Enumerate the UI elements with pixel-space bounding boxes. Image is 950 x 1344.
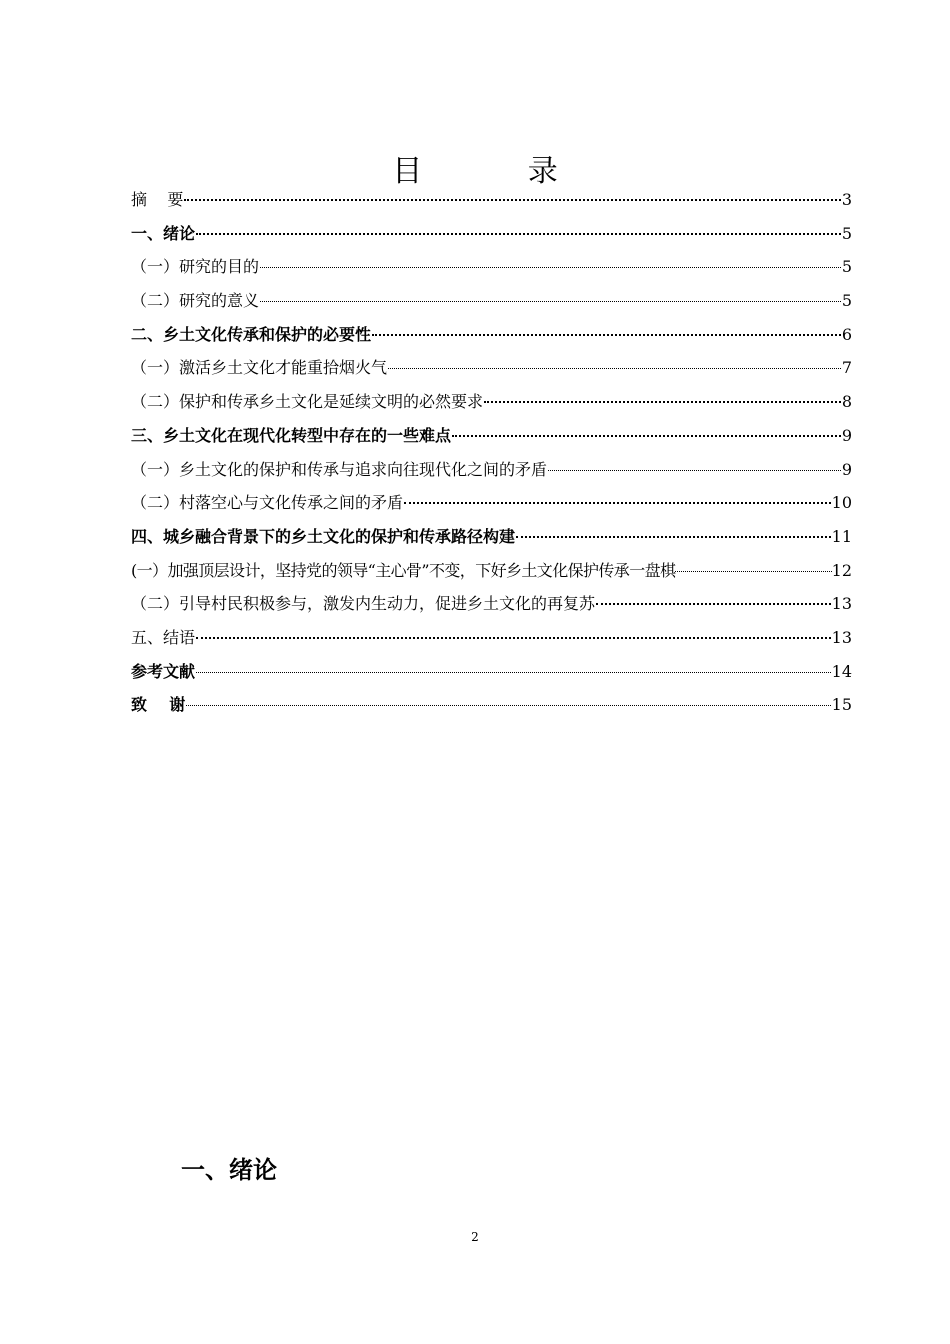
toc-entry-page: 14 — [831, 661, 852, 681]
toc-entry-3-1[interactable] — [131, 456, 852, 490]
toc-entry-page: 3 — [841, 190, 852, 209]
toc-leader-dots — [388, 368, 841, 369]
toc-leader-dots — [196, 637, 831, 639]
toc-leader-dots — [196, 672, 831, 673]
toc-entry-page: 9 — [841, 425, 852, 445]
toc-entry-page: 6 — [841, 324, 852, 344]
toc-entry-abstract[interactable] — [131, 186, 852, 220]
toc-entry-page: 10 — [831, 493, 852, 513]
toc-entry-2-1[interactable] — [131, 354, 852, 388]
toc-entry-acknowledgements[interactable] — [131, 691, 852, 725]
toc-entry-page: 8 — [841, 392, 852, 412]
toc-entry-page: 15 — [831, 695, 852, 715]
toc-entry-label: 摘 要 — [131, 190, 184, 209]
page-number: 2 — [471, 1230, 479, 1244]
toc-entry-3-2[interactable] — [131, 489, 852, 523]
toc-leader-dots — [196, 233, 841, 235]
toc-leader-dots — [184, 199, 840, 201]
toc-leader-dots — [452, 435, 841, 437]
toc-entry-chapter-2[interactable] — [131, 321, 852, 355]
toc-entry-references[interactable] — [131, 658, 852, 692]
toc-entry-label: （一）研究的目的 — [131, 257, 260, 277]
toc-entry-page: 13 — [831, 627, 852, 647]
toc-leader-dots — [675, 571, 831, 572]
toc-entry-page: 7 — [841, 358, 852, 378]
toc-leader-dots — [260, 267, 841, 268]
toc-entry-chapter-4[interactable] — [131, 523, 852, 557]
toc-entry-page: 13 — [831, 594, 852, 614]
toc-entry-label: (一）加强顶层设计，坚持党的领导“主心骨”不变，下好乡土文化保护传承一盘棋 — [131, 560, 676, 580]
toc-leader-dots — [516, 536, 831, 538]
toc-entry-page: 5 — [841, 257, 852, 277]
table-of-contents — [131, 186, 852, 725]
toc-entry-label: （二）保护和传承乡土文化是延续文明的必然要求 — [131, 392, 484, 412]
toc-entry-4-2[interactable] — [131, 590, 852, 624]
toc-entry-4-1[interactable] — [131, 557, 852, 591]
toc-entry-2-2[interactable] — [131, 388, 852, 422]
toc-entry-page: 11 — [831, 526, 852, 546]
toc-entry-label: （二）研究的意义 — [131, 291, 260, 311]
toc-entry-1-2[interactable] — [131, 287, 852, 321]
toc-leader-dots — [260, 301, 841, 302]
toc-entry-label: （二）引导村民积极参与，激发内生动力，促进乡土文化的再复苏 — [131, 594, 596, 614]
toc-title: 目 录 — [392, 154, 606, 189]
toc-leader-dots — [548, 470, 841, 471]
toc-entry-label: 四、城乡融合背景下的乡土文化的保护和传承路径构建 — [131, 526, 516, 546]
toc-leader-dots — [484, 401, 841, 403]
toc-entry-conclusion[interactable] — [131, 624, 852, 658]
toc-entry-page: 5 — [841, 291, 852, 311]
toc-entry-page: 12 — [831, 560, 852, 580]
toc-entry-1-1[interactable] — [131, 253, 852, 287]
toc-entry-label: 一、绪论 — [131, 223, 196, 243]
toc-leader-dots — [186, 705, 830, 706]
toc-entry-label: 三、乡土文化在现代化转型中存在的一些难点 — [131, 425, 452, 445]
toc-entry-chapter-3[interactable] — [131, 422, 852, 456]
toc-entry-label: 五、结语 — [131, 627, 196, 647]
toc-entry-label: 致 谢 — [131, 695, 186, 715]
toc-entry-page: 5 — [841, 223, 852, 243]
toc-entry-label: （一）激活乡土文化才能重拾烟火气 — [131, 358, 388, 378]
toc-entry-page: 9 — [841, 459, 852, 479]
toc-leader-dots — [404, 502, 831, 504]
toc-leader-dots — [372, 334, 841, 336]
toc-entry-chapter-1[interactable] — [131, 220, 852, 254]
toc-entry-label: （一）乡土文化的保护和传承与追求向往现代化之间的矛盾 — [131, 459, 548, 479]
section-heading: 一、绪论 — [181, 1156, 277, 1184]
toc-leader-dots — [596, 603, 831, 605]
toc-entry-label: 参考文献 — [131, 661, 196, 681]
toc-entry-label: （二）村落空心与文化传承之间的矛盾 — [131, 493, 404, 513]
toc-entry-label: 二、乡土文化传承和保护的必要性 — [131, 324, 372, 344]
